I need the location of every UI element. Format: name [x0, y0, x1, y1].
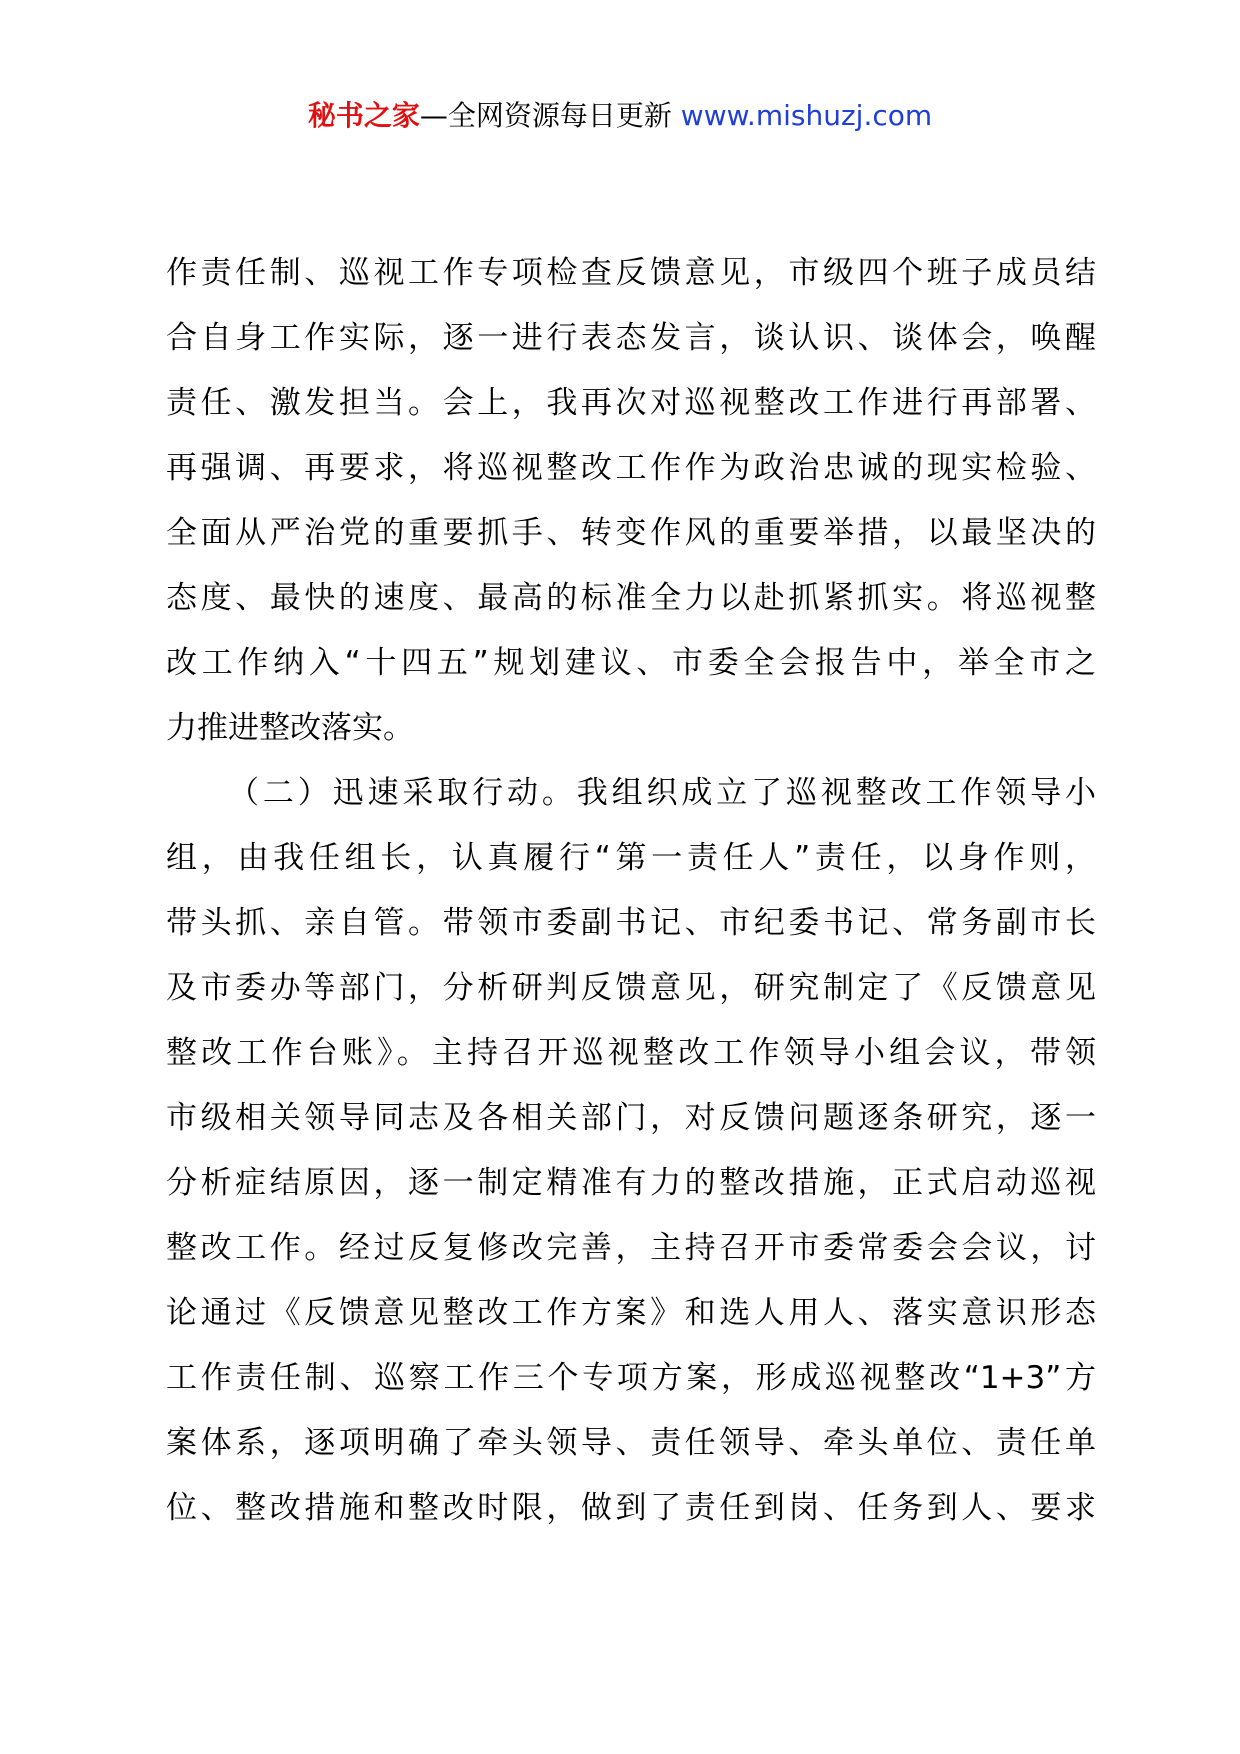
text-line: 案体系，逐项明确了牵头领导、责任领导、牵头单位、责任单	[166, 1425, 1096, 1461]
paragraph-start-line: （二）迅速采取行动。我组织成立了巡视整改工作领导小	[228, 775, 1096, 811]
site-slogan: —全网资源每日更新	[419, 99, 672, 132]
site-brand: 秘书之家	[307, 99, 420, 132]
text-line: 工作责任制、巡察工作三个专项方案，形成巡视整改“1+3”方	[166, 1360, 1096, 1396]
text-line: 论通过《反馈意见整改工作方案》和选人用人、落实意识形态	[166, 1295, 1096, 1331]
text-line: 合自身工作实际，逐一进行表态发言，谈认识、谈体会，唤醒	[166, 320, 1096, 356]
text-line: 整改工作台账》。主持召开巡视整改工作领导小组会议，带领	[166, 1035, 1096, 1071]
document-body	[166, 241, 1096, 1541]
text-line: 带头抓、亲自管。带领市委副书记、市纪委书记、常务副市长	[166, 905, 1096, 941]
site-url-link[interactable]: www.mishuzj.com	[680, 99, 933, 132]
text-line: 及市委办等部门，分析研判反馈意见，研究制定了《反馈意见	[166, 970, 1096, 1006]
paragraph-end-line: 力推进整改落实。	[166, 710, 414, 746]
text-line: 市级相关领导同志及各相关部门，对反馈问题逐条研究，逐一	[166, 1100, 1096, 1136]
text-line: 全面从严治党的重要抓手、转变作风的重要举措，以最坚决的	[166, 515, 1096, 551]
text-line: 整改工作。经过反复修改完善，主持召开市委常委会会议，讨	[166, 1230, 1096, 1266]
text-line: 再强调、再要求，将巡视整改工作作为政治忠诚的现实检验、	[166, 450, 1096, 486]
text-line: 组，由我任组长，认真履行“第一责任人”责任，以身作则，	[166, 840, 1096, 876]
text-line: 位、整改措施和整改时限，做到了责任到岗、任务到人、要求	[166, 1490, 1096, 1526]
text-line: 态度、最快的速度、最高的标准全力以赴抓紧抓实。将巡视整	[166, 580, 1096, 616]
text-line: 分析症结原因，逐一制定精准有力的整改措施，正式启动巡视	[166, 1165, 1096, 1201]
site-header	[0, 96, 1240, 136]
text-line: 改工作纳入“十四五”规划建议、市委全会报告中，举全市之	[166, 645, 1096, 681]
text-line: 责任、激发担当。会上，我再次对巡视整改工作进行再部署、	[166, 385, 1096, 421]
text-line: 作责任制、巡视工作专项检查反馈意见，市级四个班子成员结	[166, 255, 1096, 291]
